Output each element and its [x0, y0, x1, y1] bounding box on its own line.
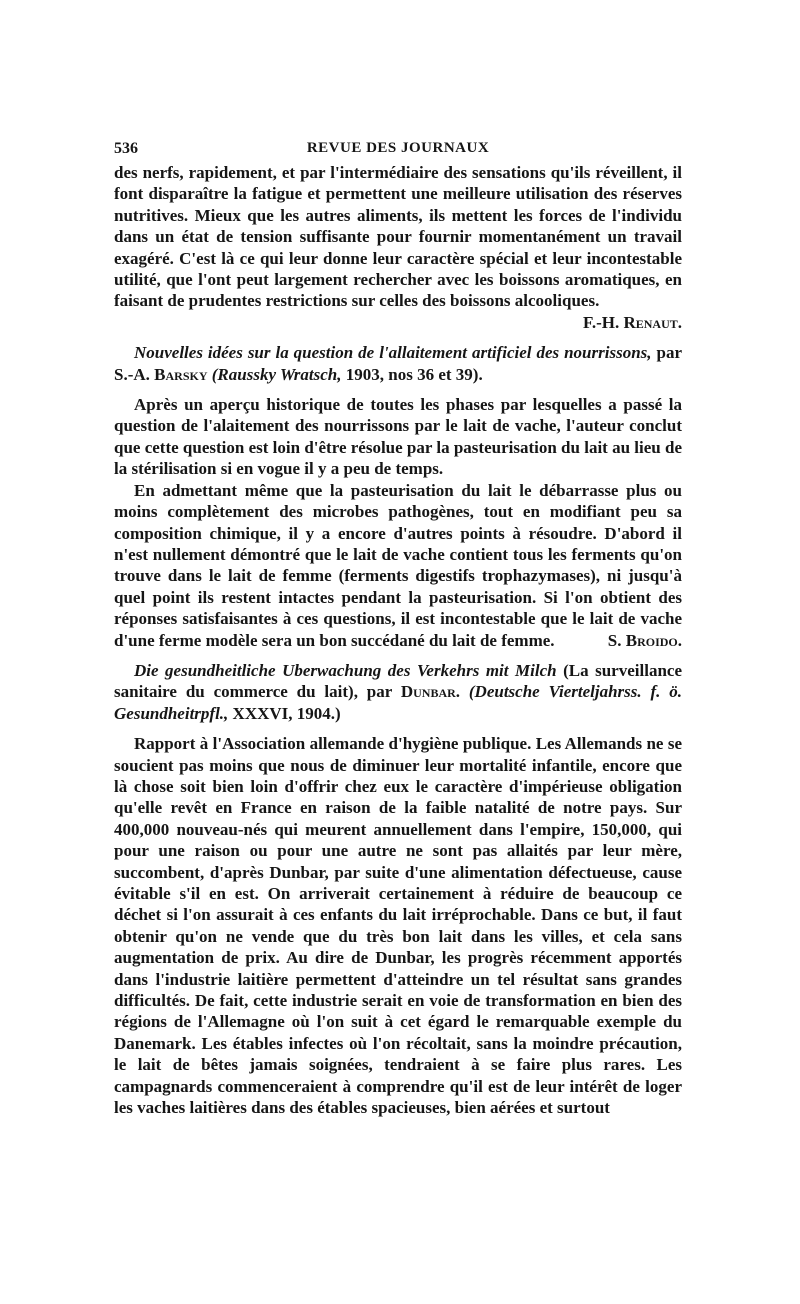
- review2-title: Die gesundheitliche Uberwachung des Verkehrs mit Milch: [134, 660, 557, 680]
- page-number: 536: [114, 140, 138, 157]
- review-heading-barsky: [114, 342, 682, 385]
- review2-translation: (La surveillance sanitaire du commerce du lait), par: [114, 660, 682, 702]
- body1-paragraph-1: Après un aperçu historique de toutes les phases par lesquelles a passé la question de l'alaitement des nourrissons par le lait de vache, l'auteur conclut que cette question est loin d'être résolue par la pasteurisation du lait au lieu de la stérilisation si en vogue il y a peu de temps.: [114, 395, 682, 479]
- review-title: Nouvelles idées sur la question de l'allaitement artificiel des nourrissons,: [134, 343, 652, 363]
- review-source: (Raussky Wratsch,: [211, 364, 342, 384]
- signature-broido: S. Broido.: [607, 630, 682, 650]
- review2-author: Dunbar.: [400, 682, 461, 702]
- article-body: [114, 162, 682, 1118]
- body1-paragraph-2: [114, 480, 682, 651]
- review-details: 1903, nos 36 et 39).: [341, 364, 483, 384]
- review-by: par S.-A.: [114, 343, 682, 384]
- review2-source: (Deutsche Vierteljahrss. f. ö. Gesundheitrpfl.,: [114, 682, 682, 723]
- intro-text: des nerfs, rapidement, et par l'intermédiaire des sensations qu'ils réveillent, il font disparaître la fatigue et permettent une meilleure utilisation des réserves nutritives. Mieux que les autres aliments, ils mettent les forces de l'individu dans un état de tension suffisante pour fournir momentanément un travail exagéré. C'est là ce qui leur donne leur caractère spécial et leur incontestable utilité, que l'ont peut largement rechercher avec les boissons aromatiques, en faisant de prudentes restrictions sur celles des boissons alcooliques.: [114, 163, 682, 311]
- intro-paragraph: [114, 162, 682, 333]
- review-author: Barsky: [154, 364, 208, 384]
- running-header: [114, 136, 682, 164]
- running-title: REVUE DES JOURNAUX: [306, 140, 490, 156]
- signature-renaut: F.-H. Renaut.: [583, 312, 682, 332]
- body2-paragraph-1: Rapport à l'Association allemande d'hygiène publique. Les Allemands ne se soucient pas moins que nous de diminuer leur mortalité infantile, encore que là chose soit bien loin d'offrir chez eux le caractère d'impérieuse obligation qu'elle revêt en France en raison de la faible natalité de notre pays. Sur 400,000 nouveau-nés qui meurent annuellement dans l'empire, 150,000, qui pour une raison ou pour une autre ne sont pas allaités par leur mère, succombent, d'après Dunbar, par suite d'une alimentation défectueuse, cause évitable s'il en est. On arriverait certainement à réduire de beaucoup ce déchet si l'on assurait à ces enfants du lait irréprochable. Dans ce but, il faut obtenir qu'on ne vende que du très bon lait dans les villes, et cela sans augmentation de prix. Au dire de Dunbar, les progrès récemment apportés dans l'industrie laitière permettent d'atteindre un tel résultat sans grandes difficultés. De fait, cette industrie serait en voie de transformation en bien des régions de l'Allemagne où l'on suit à cet égard le remarquable exemple du Danemark. Les étables infectes où l'on récoltait, sans la moindre précaution, le lait de bêtes jamais soignées, tendraient à se faire plus rares. Les campagnards commenceraient à comprendre qu'il est de leur intérêt de loger les vaches laitières dans des étables spacieuses, bien aérées et surtout: [114, 734, 682, 1118]
- body1-paragraph-2-text: En admettant même que la pasteurisation du lait le débarrasse plus ou moins complètement des microbes pathogènes, tout en modifiant peu sa composition chimique, il y a encore d'autres points à résoudre. D'abord il n'est nullement démontré que le lait de vache contient tous les ferments qu'on trouve dans le lait de femme (ferments digestifs trophazymases), ni jusqu'à quel point ils restent intactes pendant la pasteurisation. Si l'on obtient des réponses satisfaisantes à ces questions, il est incontestable que le lait de vache d'une ferme modèle sera un bon succédané du lait de femme.: [114, 480, 682, 650]
- review2-details: XXXVI, 1904.): [228, 703, 341, 723]
- review-heading-dunbar: [114, 660, 682, 724]
